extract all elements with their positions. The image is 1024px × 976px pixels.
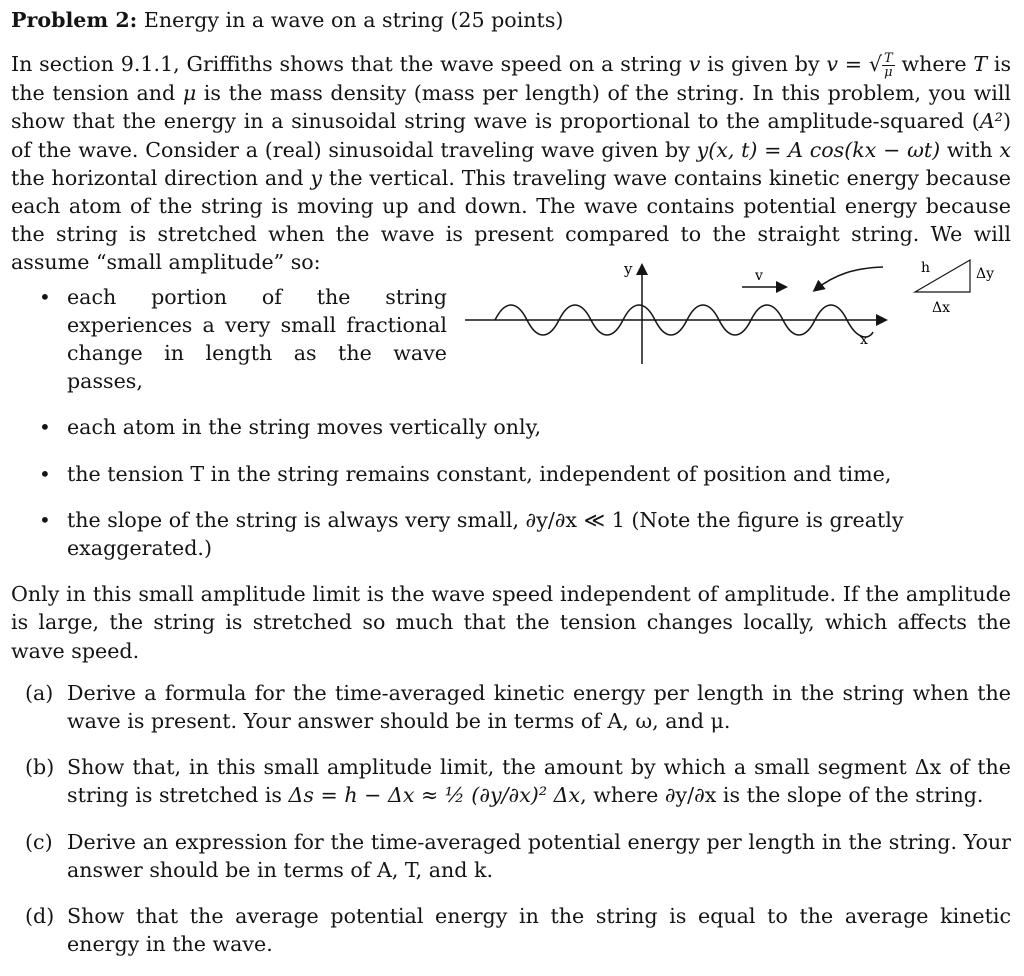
sym-y: y <box>310 165 323 190</box>
intro-text-6: ) of the wave. Consider a (real) sinusoidal traveling wave given by <box>11 109 1011 162</box>
intro-text-9: the vertical. This traveling wave contains kinetic energy because each atom of the string is moving up and down. The wave contains potential energy because the string is stretched when the wave is present compared to the straight string. We will assume “small amplitude” so: <box>11 165 1011 275</box>
problem-subject: Energy in a wave on a string (25 points) <box>143 8 564 32</box>
delta-x-label: Δx <box>932 300 951 316</box>
part-c <box>11 828 1011 884</box>
eq-wave: y(x, t) = A cos(kx − ωt) <box>696 137 941 162</box>
intro-text-5: is the mass density (mass per length) of the string. In this problem, you will show that the energy in a sinusoidal string wave is proportional to the amplitude-squared ( <box>11 81 1011 134</box>
stretch-equation: Δs = h − Δx ≈ ½ (∂y/∂x)² Δx <box>288 783 581 808</box>
part-a <box>11 679 1011 735</box>
parts-list <box>11 679 1011 959</box>
part-text: Derive an expression for the time-averaged potential energy per length in the string. Your answer should be in terms of A, T, and k. <box>67 829 1011 882</box>
sym-mu: μ <box>182 81 197 106</box>
intro-text-4: is the tension and <box>11 52 1012 106</box>
delta-y-label: Δy <box>976 266 995 282</box>
x-axis-label: x <box>860 332 868 348</box>
part-label: (b) <box>25 755 55 780</box>
problem-number: Problem 2: <box>11 8 138 32</box>
sqrt-expression: √ $\frac{T}{\mu}$ <box>868 51 893 81</box>
part-text: Derive a formula for the time-averaged kinetic energy per length in the string when the wave is present. Your answer should be in terms of A, ω, and μ. <box>67 680 1011 734</box>
intro-text-3: where <box>901 52 974 77</box>
part-b <box>11 753 1011 809</box>
eq-v: v = <box>826 52 869 77</box>
wave-figure <box>455 252 1005 377</box>
sqrt-numerator: T <box>883 51 893 67</box>
velocity-label: v <box>755 268 763 284</box>
pointer-arrow <box>815 267 883 290</box>
assumption-item: • the slope of the string is always very small, ∂y/∂x ≪ 1 (Note the figure is greatly exaggerated.) <box>11 506 1011 562</box>
assumption-item: • each atom in the string moves vertically only, <box>11 413 1011 441</box>
assumption-item: • each portion of the string experiences a very small fractional change in length as the wave passes, <box>11 283 447 396</box>
wave-curve <box>495 305 873 337</box>
sym-A2: A² <box>979 109 1003 134</box>
part-label: (c) <box>25 829 53 854</box>
problem-title <box>11 6 1011 34</box>
part-label: (d) <box>25 904 55 929</box>
y-axis-label: y <box>624 260 633 278</box>
part-label: (a) <box>25 680 54 705</box>
intro-text-1: In section 9.1.1, Griffiths shows that the wave speed on a string <box>11 52 689 77</box>
part-text: Show that the average potential energy in the string is equal to the average kinetic energy in the wave. <box>67 904 1011 957</box>
sym-v: v <box>688 52 701 77</box>
intro-text-7: with <box>940 137 1000 162</box>
hypotenuse-label: h <box>921 260 931 276</box>
part-text: , where ∂y/∂x is the slope of the string. <box>580 783 984 808</box>
intro-text-8: the horizontal direction and <box>11 165 311 190</box>
intro-paragraph <box>11 50 1011 276</box>
small-amplitude-paragraph: Only in this small amplitude limit is the wave speed independent of amplitude. If the amplitude is large, the string is stretched so much that the tension changes locally, which affects the wave speed. <box>11 582 1011 663</box>
sqrt-denominator: μ <box>884 65 893 81</box>
part-text: Show that, in this small amplitude limit, the amount by which a small segment Δx of the string is stretched is <box>67 755 1011 808</box>
assumption-item: • the tension T in the string remains constant, independent of position and time, <box>11 460 1011 488</box>
problem-page <box>11 6 1011 976</box>
sym-T: T <box>973 52 988 77</box>
sym-x: x <box>999 137 1012 162</box>
sqrt-fraction <box>882 52 895 79</box>
intro-text-2: is given by <box>700 52 827 77</box>
part-d <box>11 902 1011 958</box>
